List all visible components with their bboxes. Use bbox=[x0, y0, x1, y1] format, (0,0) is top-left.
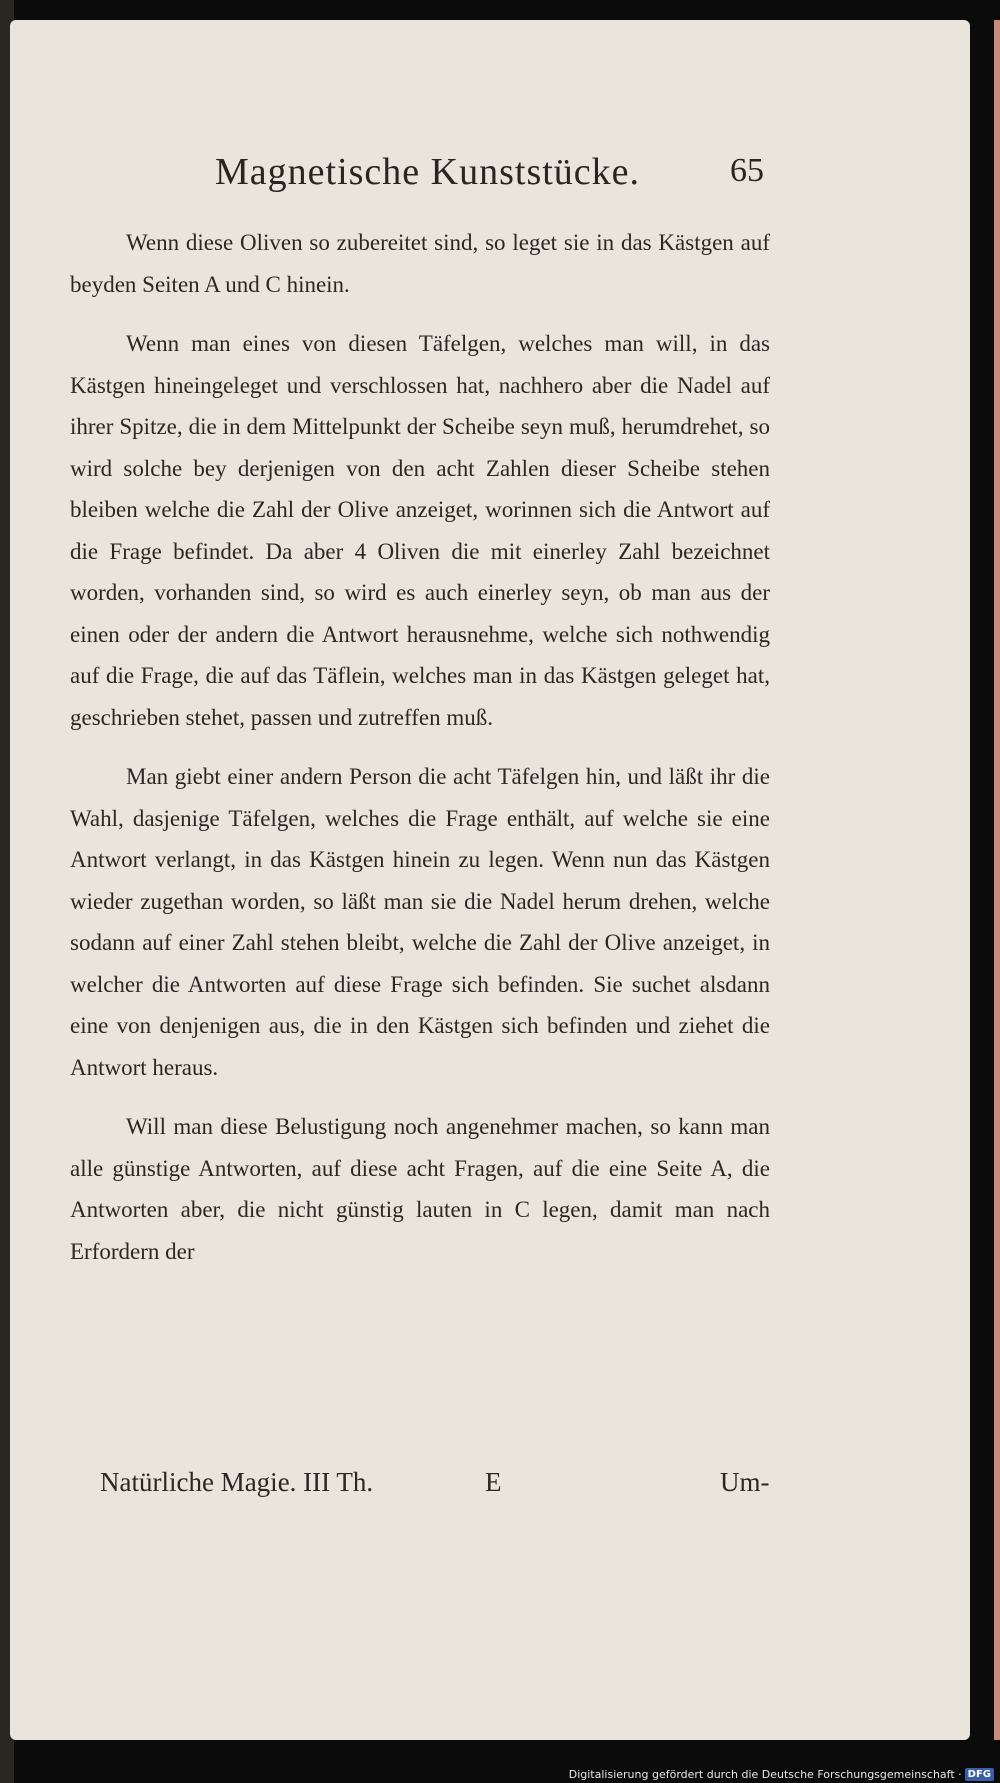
scan-credit bbox=[569, 1768, 994, 1781]
dfg-logo: DFG bbox=[965, 1768, 994, 1781]
page-number: 65 bbox=[730, 152, 764, 189]
paragraph-4: Will man diese Belustigung noch angenehmer machen, so kann man alle günstige Antworten, auf diese acht Fragen, auf die eine Seite A, die Antworten aber, die nicht günstig lauten in C legen, damit man nach Erfordern der bbox=[70, 1114, 770, 1264]
signature-mark: E bbox=[485, 1467, 502, 1497]
paragraph-3: Man giebt einer andern Person die acht Täfelgen hin, und läßt ihr die Wahl, dasjenige Täfelgen, welches die Frage enthält, auf welche sie eine Antwort verlangt, in das Kästgen hinein zu legen. Wenn nun das Kästgen wieder zugethan worden, so läßt man sie die Nadel herum drehen, welche sodann auf einer Zahl stehen bleibt, welche die Zahl der Olive anzeiget, in welcher die Antworten auf diese Frage sich befinden. Sie suchet alsdann eine von denjenigen aus, die in den Kästgen sich befinden und ziehet die Antwort heraus. bbox=[70, 764, 770, 1080]
paragraph-1: Wenn diese Oliven so zubereitet sind, so leget sie in das Kästgen auf beyden Seiten A und C hinein. bbox=[70, 230, 770, 297]
paragraph-2: Wenn man eines von diesen Täfelgen, welches man will, in das Kästgen hineingeleget und verschlossen hat, nachhero aber die Nadel auf ihrer Spitze, die in dem Mittelpunkt der Scheibe seyn muß, herumdrehet, so wird solche bey derjenigen von den acht Zahlen dieser Scheibe stehen bleiben welche die Zahl der Olive anzeiget, worinnen sich die Antwort auf die Frage befindet. Da aber 4 Oliven die mit einerley Zahl bezeichnet worden, vorhanden sind, so wird es auch einerley seyn, ob man aus der einen oder der andern die Antwort herausnehme, welche sich nothwendig auf die Frage, die auf das Täflein, welches man in das Kästgen geleget hat, geschrieben stehet, passen und zutreffen muß. bbox=[70, 331, 770, 730]
page-red-edge bbox=[994, 20, 1000, 1740]
body-text bbox=[70, 222, 770, 1272]
catchword: Um- bbox=[720, 1467, 770, 1497]
running-head: Magnetische Kunststücke. bbox=[215, 151, 641, 193]
scan-credit-text: Digitalisierung gefördert durch die Deutsche Forschungsgemeinschaft · bbox=[568, 1768, 962, 1781]
signature-line: Natürliche Magie. III Th. bbox=[100, 1467, 374, 1497]
